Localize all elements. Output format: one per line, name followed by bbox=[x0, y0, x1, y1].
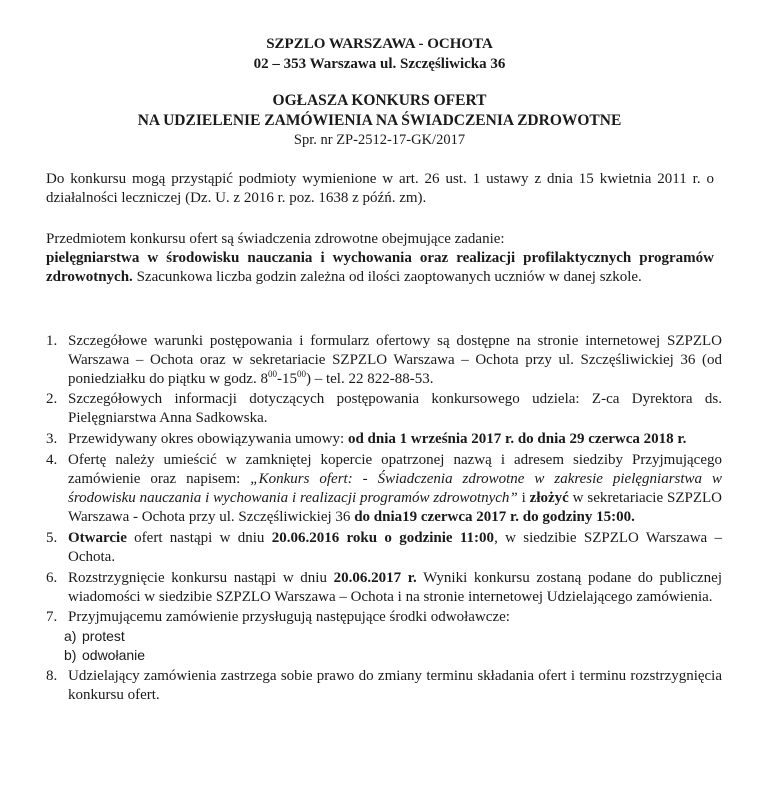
submit-bold: złożyć bbox=[529, 490, 569, 506]
item-text: Ofertę należy umieścić w zamkniętej kopercie opatrzonej nazwą i adresem siedziby Przyjmującego zamówienie oraz napisem: bbox=[68, 452, 722, 487]
intro-paragraph: Do konkursu mogą przystąpić podmioty wymienione w art. 26 ust. 1 ustawy z dnia 15 kwietnia 2011 r. o działalności leczniczej (Dz. U. z 2016 r. poz. 1638 z późń. zm). bbox=[46, 171, 714, 206]
item-text: , w siedzibie SZPZLO Warszawa – Ochota. bbox=[68, 530, 722, 565]
item-number: 1. bbox=[46, 333, 58, 349]
item-text: ) – tel. 22 822-88-53. bbox=[305, 371, 434, 387]
announcement-subtitle: NA UDZIELENIE ZAMÓWIENIA NA ŚWIADCZENIA ZDROWOTNE bbox=[137, 112, 622, 129]
organization-name: SZPZLO WARSZAWA - OCHOTA bbox=[266, 36, 493, 52]
subject-text: Przedmiotem konkursu ofert są świadczenia zdrowotne obejmujące zadanie: bbox=[46, 231, 505, 247]
announcement-title: OGŁASZA KONKURS OFERT bbox=[272, 92, 487, 109]
item-text: Przyjmującemu zamówienie przysługują następujące środki odwoławcze: bbox=[68, 609, 510, 625]
opening-date-bold: 20.06.2016 roku o godzinie 11:00 bbox=[271, 530, 495, 546]
item-number: 8. bbox=[46, 668, 58, 684]
contract-period-bold: od dnia 1 września 2017 r. do dnia 29 czerwca 2018 r. bbox=[347, 431, 687, 447]
subject-hours-text: Szacunkowa liczba godzin zależna od ilości zaoptowanych uczniów w danej szkole. bbox=[132, 269, 642, 285]
subject-task-bold: pielęgniarstwa w środowisku nauczania i wychowania oraz realizacji profilaktycznych programów zdrowotnych. bbox=[46, 250, 714, 285]
item-text: w sekretariacie SZPZLO Warszawa - Ochota przy ul. Szczęśliwickiej 36 bbox=[68, 490, 722, 525]
list-item bbox=[46, 332, 722, 389]
sub-list-item bbox=[46, 627, 722, 646]
item-number: 4. bbox=[46, 452, 58, 468]
item-text: i bbox=[517, 490, 530, 506]
item-text: Szczegółowych informacji dotyczących postępowania konkursowego udziela: Z-ca Dyrektora ds. Pielęgniarstwa Anna Sadkowska. bbox=[68, 391, 722, 426]
item-text: -15 bbox=[276, 371, 297, 387]
sub-item-text: odwołanie bbox=[82, 647, 146, 663]
item-text: Udzielający zamówienia zastrzega sobie prawo do zmiany terminu składania ofert i terminu rozstrzygnięcia konkursu ofert. bbox=[68, 668, 722, 703]
list-item bbox=[46, 569, 722, 607]
organization-address: 02 – 353 Warszawa ul. Szczęśliwicka 36 bbox=[253, 56, 506, 72]
item-text: Wyniki konkursu zostaną podane do publicznej wiadomości w siedzibie SZPZLO Warszawa – Ochota i na stronie internetowej Udzielającego zamówienia. bbox=[68, 570, 722, 605]
reference-number: Spr. nr ZP-2512-17-GK/2017 bbox=[293, 132, 466, 148]
item-text: ofert nastąpi w dniu bbox=[126, 530, 272, 546]
deadline-bold: do dnia19 czerwca 2017 r. do godziny 15:00. bbox=[354, 509, 635, 525]
conditions-list bbox=[46, 332, 722, 705]
sub-list-item bbox=[46, 646, 722, 665]
item-text: Szczegółowe warunki postępowania i formularz ofertowy są dostępne na stronie internetowej SZPZLO Warszawa – Ochota oraz w sekretariacie SZPZLO Warszawa – Ochota przy ul. Szczęśliwickiej 36 (od poniedziałku do piątku w godz. 8 bbox=[68, 333, 722, 387]
item-number: 2. bbox=[46, 391, 58, 407]
item-number: 7. bbox=[46, 609, 58, 625]
item-number: 6. bbox=[46, 570, 58, 586]
opening-bold: Otwarcie bbox=[68, 530, 127, 546]
item-text: Przewidywany okres obowiązywania umowy: bbox=[68, 431, 348, 447]
list-item bbox=[46, 451, 722, 527]
list-item bbox=[46, 430, 722, 449]
item-number: 5. bbox=[46, 530, 58, 546]
superscript: 00 bbox=[267, 369, 277, 379]
item-text: Rozstrzygnięcie konkursu nastąpi w dniu bbox=[68, 570, 334, 586]
list-item bbox=[46, 529, 722, 567]
superscript: 00 bbox=[296, 369, 306, 379]
envelope-label-italic: „Konkurs ofert: - Świadczenia zdrowotne w zakresie pielęgniarstwa w środowisku nauczania i wychowania i realizacji programów zdrowotnych” bbox=[68, 471, 723, 506]
list-item bbox=[46, 608, 722, 627]
sub-item-text: protest bbox=[82, 628, 125, 644]
subject-paragraph bbox=[46, 230, 714, 287]
sub-item-letter: a) bbox=[64, 628, 77, 644]
resolution-date-bold: 20.06.2017 r. bbox=[333, 570, 417, 586]
item-number: 3. bbox=[46, 431, 58, 447]
list-item bbox=[46, 390, 722, 428]
sub-item-letter: b) bbox=[64, 647, 77, 663]
list-item bbox=[46, 667, 722, 705]
